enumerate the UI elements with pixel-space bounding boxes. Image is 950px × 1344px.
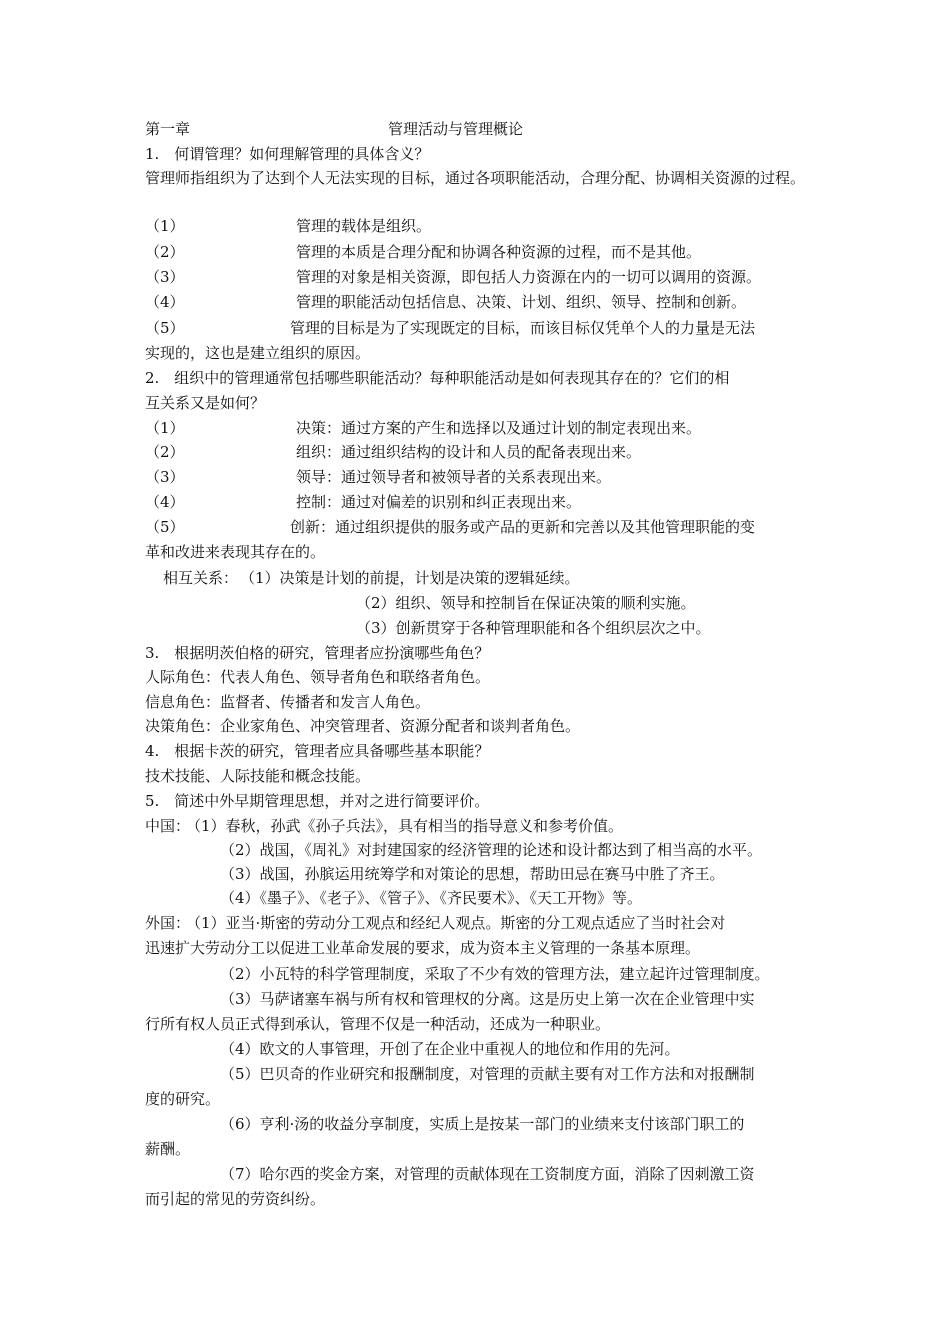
q1-item-3-text: 管理的对象是相关资源，即包括人力资源在内的一切可以调用的资源。 — [296, 268, 762, 286]
q2-item-2-text: 组织：通过组织结构的设计和人员的配备表现出来。 — [296, 443, 642, 461]
china-2: （2）战国，《周礼》对封建国家的经济管理的论述和设计都达到了相当高的水平。 — [220, 841, 763, 859]
relation-2: （2）组织、领导和控制旨在保证决策的顺利实施。 — [356, 594, 696, 612]
question-3: 3. 根据明茨伯格的研究，管理者应扮演哪些角色？ — [145, 644, 490, 662]
chapter-title: 管理活动与管理概论 — [388, 120, 524, 138]
q1-item-5-num: （5） — [145, 319, 185, 337]
q1-item-5-text: 管理的目标是为了实现既定的目标，而该目标仅凭单个人的力量是无法 — [290, 319, 756, 337]
relation-label: 相互关系： — [163, 569, 239, 587]
q2-item-4-num: （4） — [145, 493, 185, 511]
question-4: 4. 根据卡茨的研究，管理者应具备哪些基本职能？ — [145, 742, 490, 760]
foreign-7-line-1: （7）哈尔西的奖金方案，对管理的贡献体现在工资制度方面，消除了因刺激工资 — [220, 1165, 755, 1183]
q1-item-1-text: 管理的载体是组织。 — [296, 217, 432, 235]
q1-item-4-text: 管理的职能活动包括信息、决策、计划、组织、领导、控制和创新。 — [296, 293, 747, 311]
q3-line-3: 决策角色：企业家角色、冲突管理者、资源分配者和谈判者角色。 — [145, 717, 581, 735]
foreign-4: （4）欧文的人事管理，开创了在企业中重视人的地位和作用的先河。 — [220, 1040, 680, 1058]
q2-item-2-num: （2） — [145, 443, 185, 461]
question-5: 5. 简述中外早期管理思想，并对之进行简要评价。 — [145, 792, 490, 810]
q2-item-5-num: （5） — [145, 518, 185, 536]
q3-line-2: 信息角色：监督者、传播者和发言人角色。 — [145, 693, 431, 711]
q1-item-3-num: （3） — [145, 268, 185, 286]
q1-item-1-num: （1） — [145, 217, 185, 235]
q2-item-5-cont: 革和改进来表现其存在的。 — [145, 543, 326, 561]
foreign-5-line-1: （5）巴贝奇的作业研究和报酬制度，对管理的贡献主要有对工作方法和对报酬制 — [220, 1065, 755, 1083]
question-1: 1. 何谓管理？如何理解管理的具体含义？ — [145, 145, 430, 163]
foreign-label: 外国： — [145, 914, 191, 932]
foreign-3-line-2: 行所有权人员正式得到承认，管理不仅是一种活动，还成为一种职业。 — [145, 1015, 611, 1033]
question-2-line-1: 2. 组织中的管理通常包括哪些职能活动？每种职能活动是如何表现其存在的？它们的相 — [145, 369, 730, 387]
foreign-6-line-1: （6）亨利·汤的收益分享制度，实质上是按某一部门的业绩来支付该部门职工的 — [220, 1115, 745, 1133]
china-1: （1）春秋，孙武《孙子兵法》，具有相当的指导意义和参考价值。 — [186, 817, 624, 835]
q2-item-4-text: 控制：通过对偏差的识别和纠正表现出来。 — [296, 493, 582, 511]
answer-4: 技术技能、人际技能和概念技能。 — [145, 767, 371, 785]
china-3: （3）战国，孙膑运用统筹学和对策论的思想，帮助田忌在赛马中胜了齐王。 — [220, 865, 725, 883]
answer-1: 管理师指组织为了达到个人无法实现的目标，通过各项职能活动，合理分配、协调相关资源的过程。 — [145, 169, 806, 187]
q1-item-5-cont: 实现的，这也是建立组织的原因。 — [145, 344, 371, 362]
q2-item-5-text: 创新：通过组织提供的服务或产品的更新和完善以及其他管理职能的变 — [290, 518, 756, 536]
q2-item-3-text: 领导：通过领导者和被领导者的关系表现出来。 — [296, 468, 612, 486]
q2-item-1-text: 决策：通过方案的产生和选择以及通过计划的制定表现出来。 — [296, 419, 702, 437]
foreign-7-line-2: 而引起的常见的劳资纠纷。 — [145, 1190, 326, 1208]
q1-item-2-num: （2） — [145, 243, 185, 261]
relation-3: （3）创新贯穿于各种管理职能和各个组织层次之中。 — [356, 619, 711, 637]
relation-1: （1）决策是计划的前提，计划是决策的逻辑延续。 — [240, 569, 580, 587]
china-4: （4）《墨子》、《老子》、《管子》、《齐民要术》、《天工开物》等。 — [220, 889, 643, 907]
chapter-label: 第一章 — [145, 120, 191, 138]
foreign-1-line-2: 迅速扩大劳动分工以促进工业革命发展的要求，成为资本主义管理的一条基本原理。 — [145, 939, 701, 957]
foreign-6-line-2: 薪酬。 — [145, 1140, 191, 1158]
q3-line-1: 人际角色：代表人角色、领导者角色和联络者角色。 — [145, 668, 491, 686]
china-label: 中国： — [145, 817, 191, 835]
q2-item-3-num: （3） — [145, 468, 185, 486]
foreign-2: （2）小瓦特的科学管理制度，采取了不少有效的管理方法，建立起许过管理制度。 — [220, 965, 770, 983]
foreign-3-line-1: （3）马萨诸塞车祸与所有权和管理权的分离。这是历史上第一次在企业管理中实 — [220, 990, 755, 1008]
foreign-5-line-2: 度的研究。 — [145, 1090, 221, 1108]
q1-item-4-num: （4） — [145, 293, 185, 311]
q1-item-2-text: 管理的本质是合理分配和协调各种资源的过程，而不是其他。 — [296, 243, 702, 261]
q2-item-1-num: （1） — [145, 419, 185, 437]
question-2-line-2: 互关系又是如何？ — [145, 394, 266, 412]
foreign-1-line-1: （1）亚当·斯密的劳动分工观点和经纪人观点。斯密的分工观点适应了当时社会对 — [186, 914, 726, 932]
